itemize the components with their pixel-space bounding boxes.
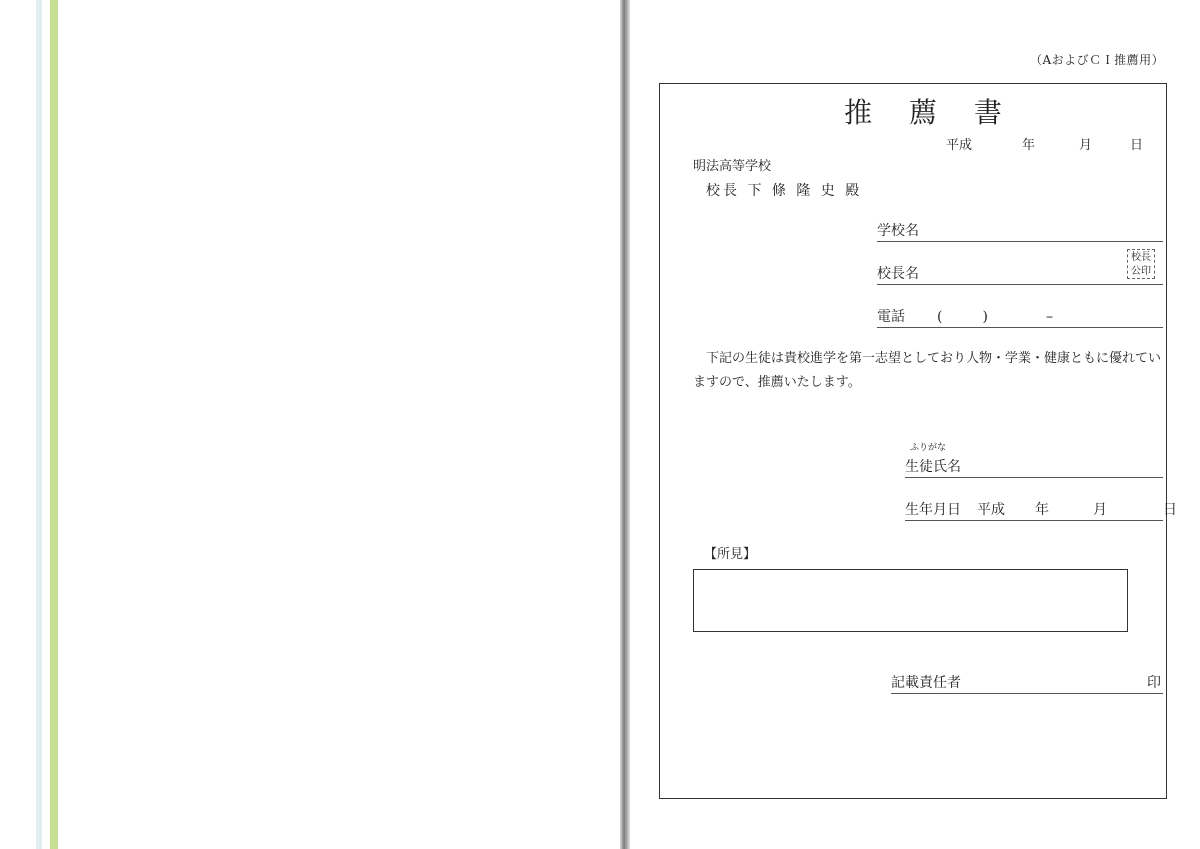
date-month: 月 bbox=[1079, 138, 1093, 153]
date-era: 平成 bbox=[946, 138, 973, 153]
date-day: 日 bbox=[1130, 138, 1144, 153]
phone-dash: – bbox=[1045, 309, 1053, 325]
opinion-box[interactable] bbox=[693, 569, 1128, 632]
recommendation-statement: 下記の生徒は貴校進学を第一志望としており人物・学業・健康ともに優れていますので、推薦いたします。 bbox=[693, 351, 1162, 390]
page-edge-stripe-light bbox=[36, 0, 42, 849]
birth-day: 日 bbox=[1163, 502, 1177, 518]
birth-date-label: 生年月日 bbox=[905, 502, 961, 518]
issue-date bbox=[946, 134, 1143, 153]
responsible-person-label: 記載責任者 bbox=[891, 675, 961, 691]
official-seal-box bbox=[1127, 249, 1155, 279]
seal-text-principal: 校長 bbox=[1131, 252, 1151, 263]
principal-name-field[interactable] bbox=[877, 263, 1163, 285]
responsible-person-field[interactable] bbox=[891, 672, 1163, 694]
page-edge-stripe-green bbox=[50, 0, 58, 849]
birth-date-field[interactable] bbox=[905, 499, 1177, 521]
birth-month: 月 bbox=[1093, 502, 1107, 518]
furigana-label: ふりがな bbox=[910, 443, 947, 453]
student-name-label: 生徒氏名 bbox=[905, 459, 961, 475]
date-year: 年 bbox=[1022, 138, 1036, 153]
phone-field[interactable] bbox=[877, 306, 1163, 328]
usage-note: （AおよびＣＩ推薦用） bbox=[1030, 53, 1165, 67]
form-title: 推 薦 書 bbox=[844, 96, 1016, 129]
school-name-field[interactable] bbox=[877, 220, 1163, 242]
seal-mark: 印 bbox=[1147, 675, 1161, 691]
birth-year: 年 bbox=[1035, 502, 1049, 518]
phone-paren-open: ( bbox=[937, 309, 943, 325]
phone-paren-close: ) bbox=[982, 309, 988, 325]
seal-text-official: 公印 bbox=[1131, 266, 1151, 277]
book-gutter bbox=[620, 0, 630, 849]
opinion-label: 【所見】 bbox=[704, 547, 757, 562]
addressee-school: 明法高等学校 bbox=[693, 159, 772, 174]
birth-era: 平成 bbox=[977, 502, 1005, 518]
addressee-principal: 校長 下 條 隆 史 殿 bbox=[706, 183, 863, 199]
school-name-label: 学校名 bbox=[877, 223, 919, 239]
principal-name-label: 校長名 bbox=[877, 266, 919, 282]
phone-label: 電話 bbox=[877, 309, 905, 325]
student-name-field[interactable] bbox=[905, 456, 1163, 478]
